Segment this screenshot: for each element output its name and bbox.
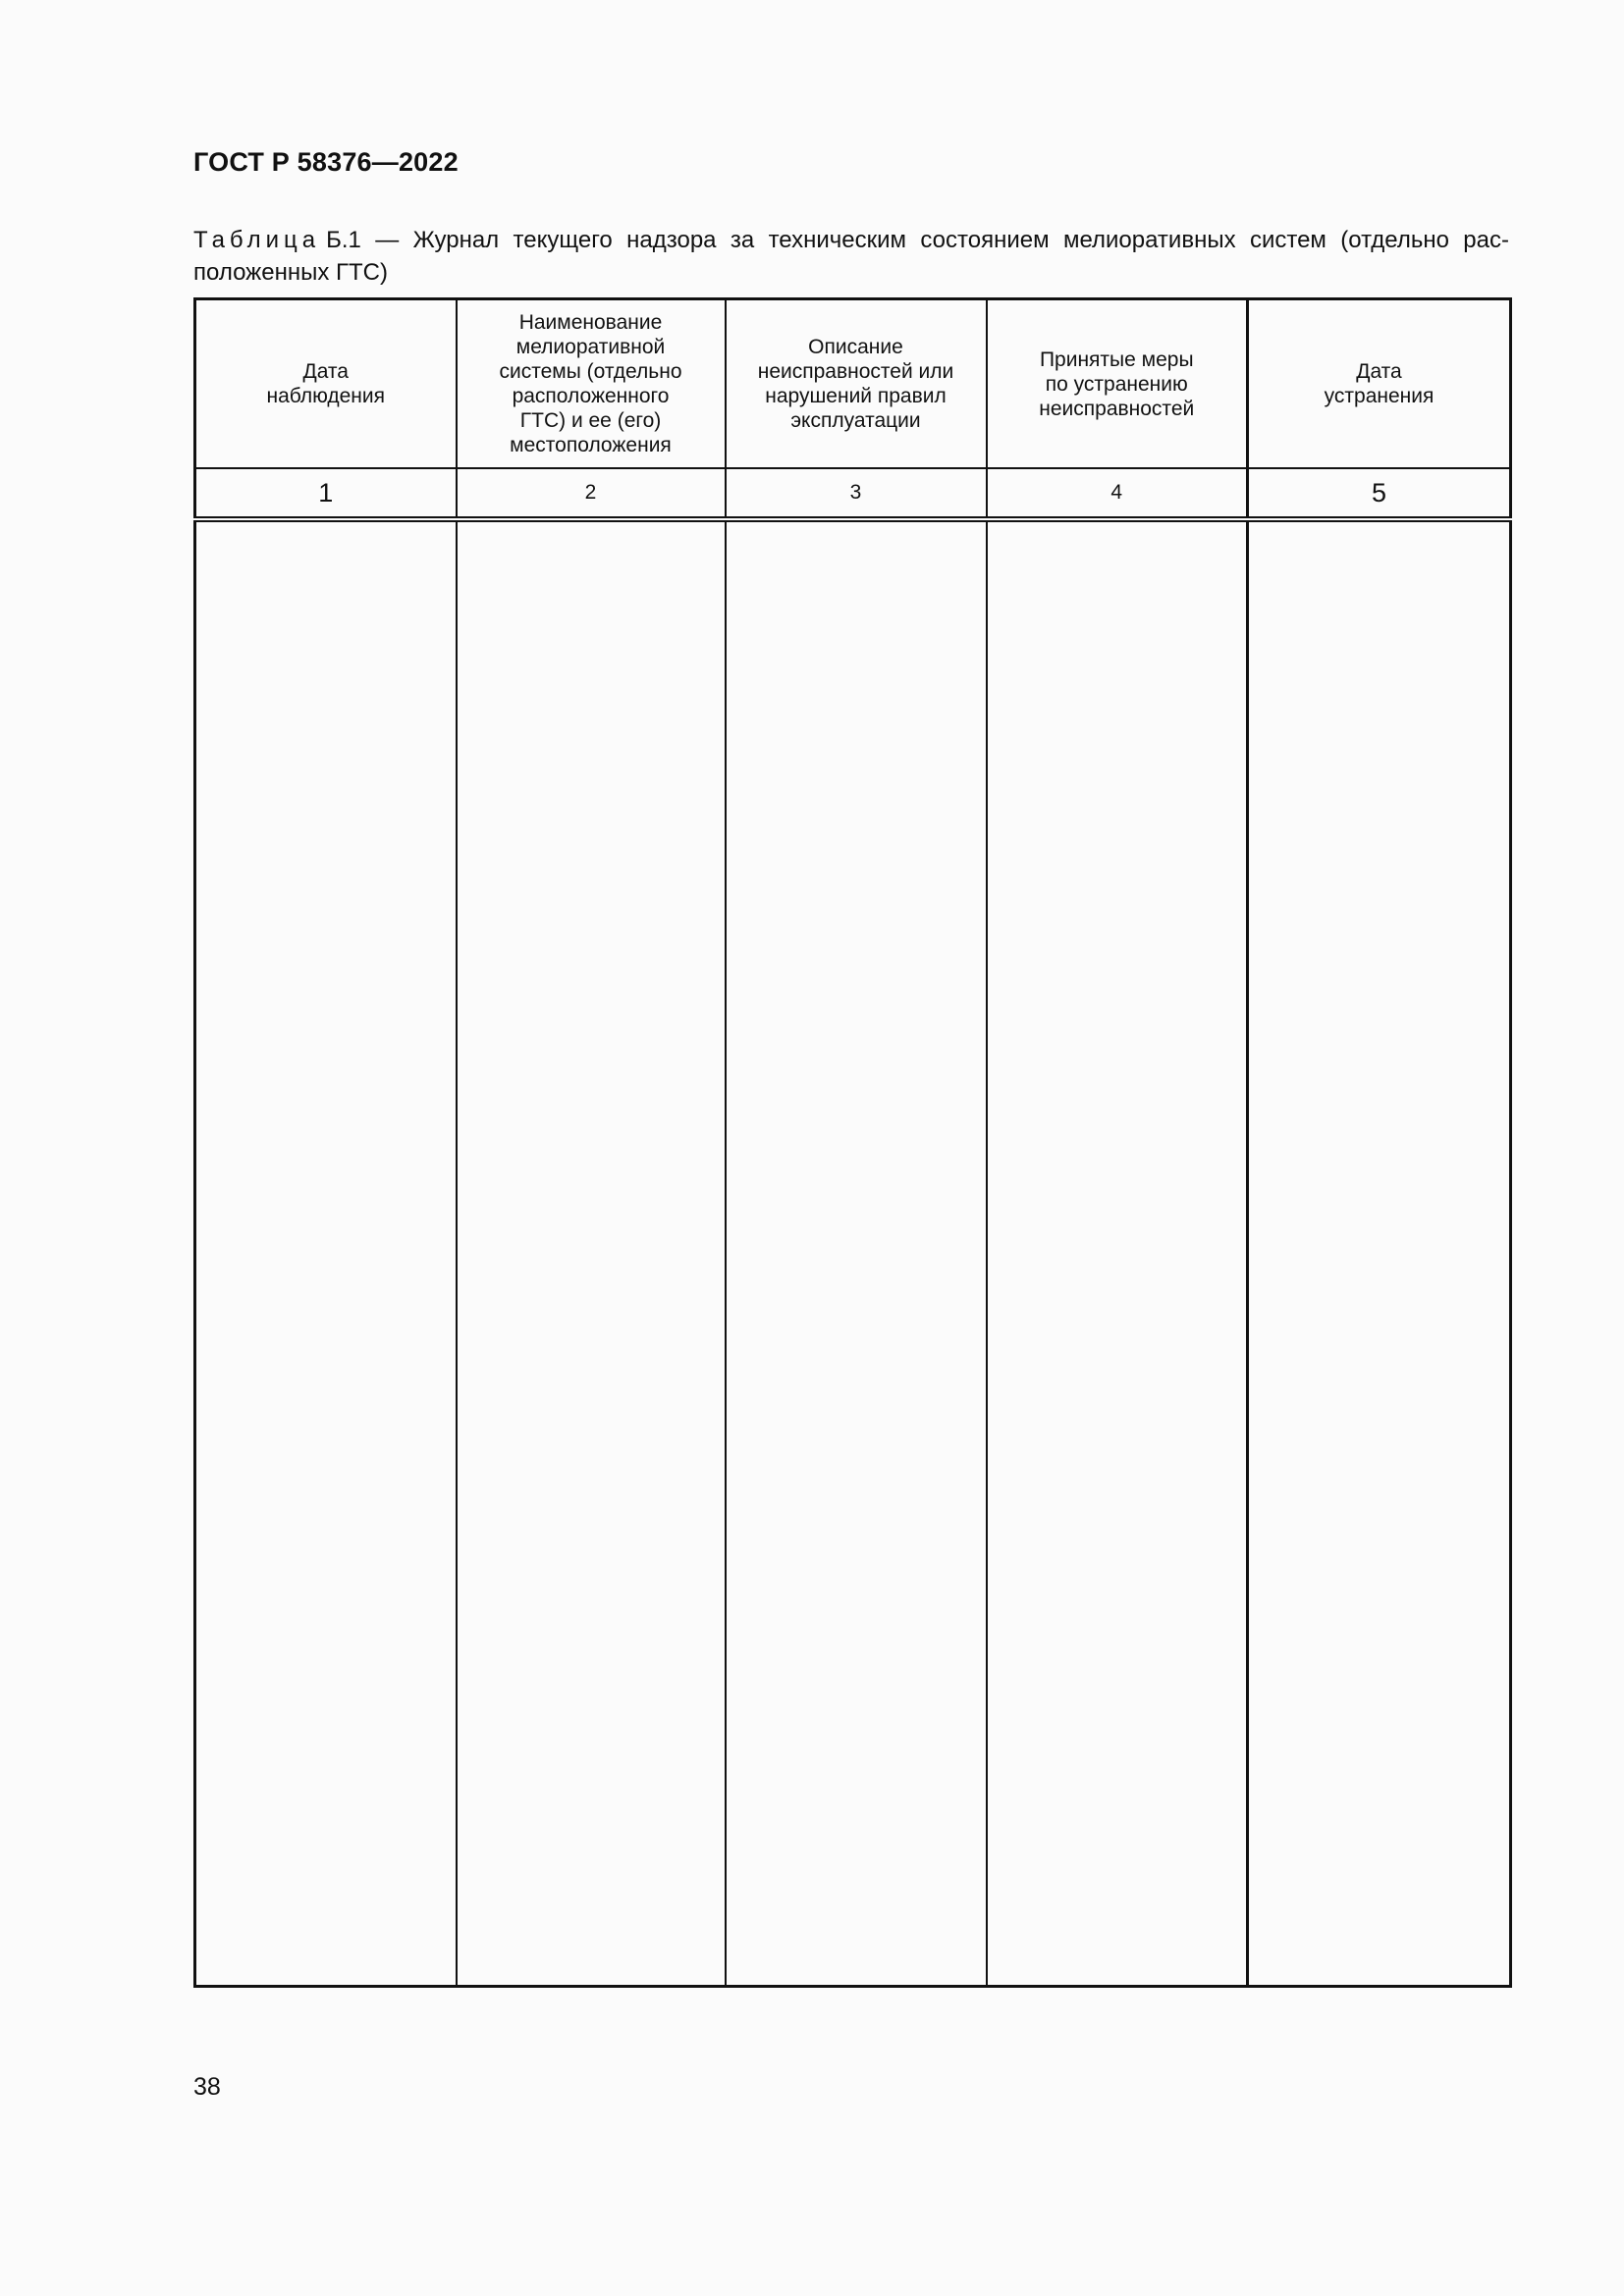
column-header-fault-description: Описание неисправностей или нарушений правил эксплуатации (726, 299, 987, 469)
column-header-measures-taken: Принятые меры по устранению неисправностей (987, 299, 1248, 469)
empty-cell (987, 519, 1248, 1987)
column-number: 4 (987, 468, 1248, 519)
column-header-observation-date: Дата наблюдения (195, 299, 457, 469)
table-caption-label: Таблица (193, 227, 321, 253)
empty-cell (726, 519, 987, 1987)
column-number: 3 (726, 468, 987, 519)
empty-cell (457, 519, 726, 1987)
page-number: 38 (193, 2073, 221, 2101)
table-caption-text: Б.1 — Журнал текущего надзора за техническим состоянием мелиоративных систем (отдельно рас-положенных ГТС) (193, 227, 1509, 286)
column-number: 2 (457, 468, 726, 519)
column-header-fix-date: Дата устранения (1248, 299, 1511, 469)
document-id: ГОСТ Р 58376—2022 (193, 147, 459, 177)
column-number: 5 (1248, 468, 1511, 519)
column-header-system-name-location: Наименование мелиоративной системы (отдельно расположенного ГТС) и ее (его) местоположения (457, 299, 726, 469)
empty-cell (1248, 519, 1511, 1987)
column-number-row (195, 468, 1511, 519)
column-number: 1 (195, 468, 457, 519)
table-header-row (195, 299, 1511, 469)
empty-cell (195, 519, 457, 1987)
table-caption (193, 224, 1509, 289)
table-body-row (195, 519, 1511, 1987)
journal-table (193, 297, 1512, 1988)
